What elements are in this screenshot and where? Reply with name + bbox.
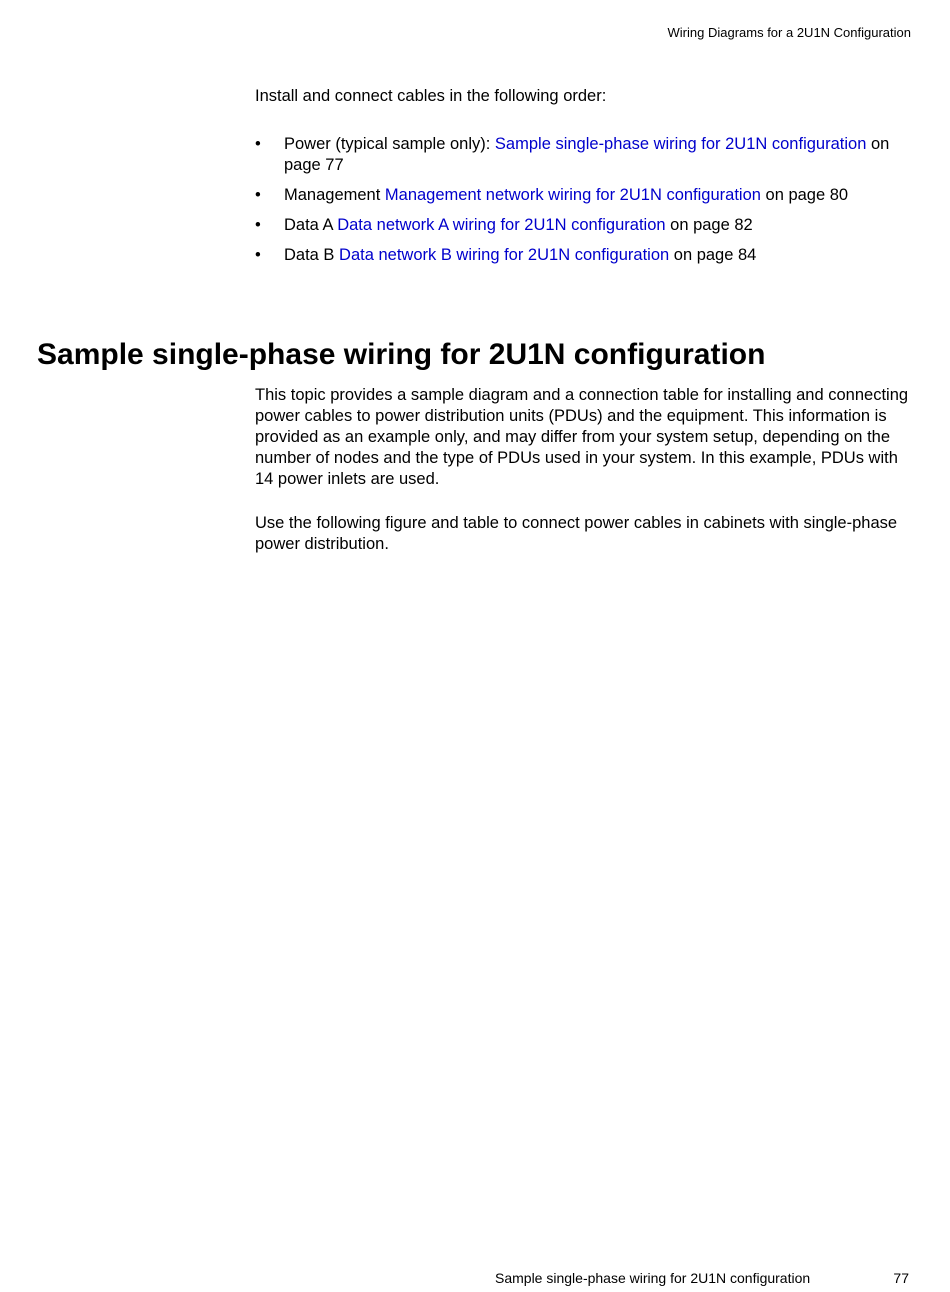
link-data-a-wiring[interactable]: Data network A wiring for 2U1N configuration <box>337 216 666 234</box>
list-item-suffix: on page 84 <box>669 246 757 264</box>
section-title: Sample single-phase wiring for 2U1N configuration <box>37 338 766 371</box>
intro-lead: Install and connect cables in the following order: <box>255 87 607 105</box>
list-item-data-b <box>255 245 915 266</box>
list-item-suffix: on page 77 <box>284 135 890 174</box>
section-paragraph: This topic provides a sample diagram and a connection table for installing and connecting power cables to power distribution units (PDUs) and the equipment. This information is provided as an example only, and may differ from your system setup, depending on the number of nodes and the type of PDUs used in your system. In this example, PDUs with 14 power inlets are used. <box>255 386 909 488</box>
list-item-power <box>255 134 915 176</box>
bullet-icon: • <box>255 216 261 234</box>
bullet-icon: • <box>255 135 261 153</box>
list-item-data-a <box>255 215 915 236</box>
list-item-prefix: Management <box>284 186 385 204</box>
page-number: 77 <box>893 1270 909 1286</box>
link-data-b-wiring[interactable]: Data network B wiring for 2U1N configuration <box>339 246 670 264</box>
intro-block <box>255 86 915 275</box>
bullet-icon: • <box>255 186 261 204</box>
list-item-management <box>255 185 915 206</box>
cable-order-list <box>255 134 915 266</box>
bullet-icon: • <box>255 246 261 264</box>
list-item-prefix: Data A <box>284 216 338 234</box>
section-paragraph: Use the following figure and table to connect power cables in cabinets with single-phase power distribution. <box>255 514 898 553</box>
list-item-suffix: on page 82 <box>665 216 753 234</box>
list-item-suffix: on page 80 <box>760 186 849 204</box>
link-management-wiring[interactable]: Management network wiring for 2U1N configuration <box>384 186 761 204</box>
list-item-prefix: Data B <box>284 246 340 264</box>
running-header: Wiring Diagrams for a 2U1N Configuration <box>667 25 911 40</box>
footer-title: Sample single-phase wiring for 2U1N configuration <box>495 1270 811 1286</box>
link-power-wiring[interactable]: Sample single-phase wiring for 2U1N configuration <box>494 135 867 153</box>
list-item-prefix: Power (typical sample only): <box>284 135 495 153</box>
section-body <box>255 385 915 578</box>
